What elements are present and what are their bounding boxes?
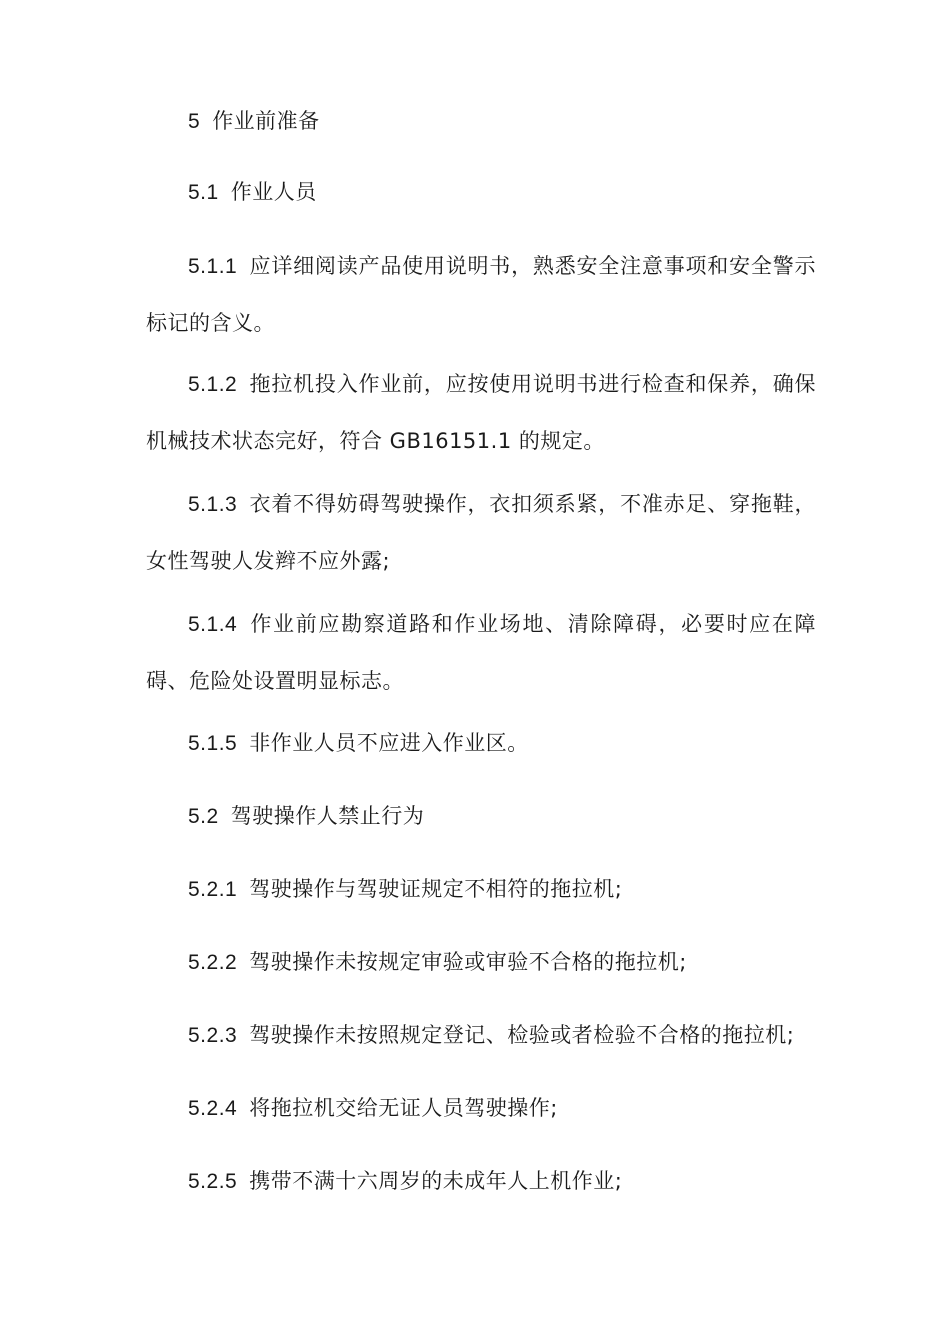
- clause-text: 携带不满十六周岁的未成年人上机作业;: [249, 1169, 623, 1193]
- clause-5-1-4: [146, 596, 816, 710]
- clause-number: 5.2.5: [188, 1170, 238, 1193]
- clause-text: 应详细阅读产品使用说明书，熟悉安全注意事项和安全警示标记的含义。: [146, 254, 816, 335]
- clause-number: 5.1.1: [188, 255, 238, 278]
- clause-text: 驾驶操作人禁止行为: [230, 804, 425, 828]
- clause-number: 5.2.1: [188, 878, 238, 901]
- clause-5-1-2: [146, 356, 816, 470]
- heading-section-5-2: [146, 788, 816, 845]
- clause-5-2-1: [146, 861, 816, 918]
- clause-5-1-5: [146, 715, 816, 772]
- clause-text: 作业前准备: [212, 109, 320, 133]
- clause-text: 衣着不得妨碍驾驶操作，衣扣须系紧，不准赤足、穿拖鞋，女性驾驶人发辫不应外露;: [146, 492, 816, 573]
- heading-section-5-1: [146, 164, 816, 221]
- clause-5-2-2: [146, 934, 816, 991]
- clause-number: 5: [188, 110, 201, 133]
- clause-number: 5.2.3: [188, 1024, 238, 1047]
- clause-text: 驾驶操作未按规定审验或审验不合格的拖拉机;: [249, 950, 687, 974]
- clause-number: 5.1.2: [188, 373, 238, 396]
- clause-text: 驾驶操作与驾驶证规定不相符的拖拉机;: [249, 877, 623, 901]
- heading-section-5: [146, 93, 816, 150]
- clause-number: 5.2: [188, 805, 219, 828]
- clause-text: 非作业人员不应进入作业区。: [249, 731, 529, 755]
- clause-number: 5.1.5: [188, 732, 238, 755]
- clause-number: 5.2.4: [188, 1097, 238, 1120]
- clause-5-2-5: [146, 1153, 816, 1210]
- clause-text: 将拖拉机交给无证人员驾驶操作;: [249, 1096, 558, 1120]
- clause-5-1-3: [146, 476, 816, 590]
- clause-number: 5.1.3: [188, 493, 238, 516]
- clause-text: 驾驶操作未按照规定登记、检验或者检验不合格的拖拉机;: [249, 1023, 795, 1047]
- clause-number: 5.2.2: [188, 951, 238, 974]
- clause-text: 拖拉机投入作业前，应按使用说明书进行检查和保养，确保机械技术状态完好，符合 GB16151.1 的规定。: [146, 372, 816, 453]
- clause-text: 作业前应勘察道路和作业场地、清除障碍，必要时应在障碍、危险处设置明显标志。: [146, 612, 816, 693]
- clause-5-2-3: [146, 1007, 816, 1064]
- clause-text: 作业人员: [230, 180, 317, 204]
- clause-5-1-1: [146, 238, 816, 352]
- clause-5-2-4: [146, 1080, 816, 1137]
- clause-number: 5.1: [188, 181, 219, 204]
- clause-number: 5.1.4: [188, 613, 238, 636]
